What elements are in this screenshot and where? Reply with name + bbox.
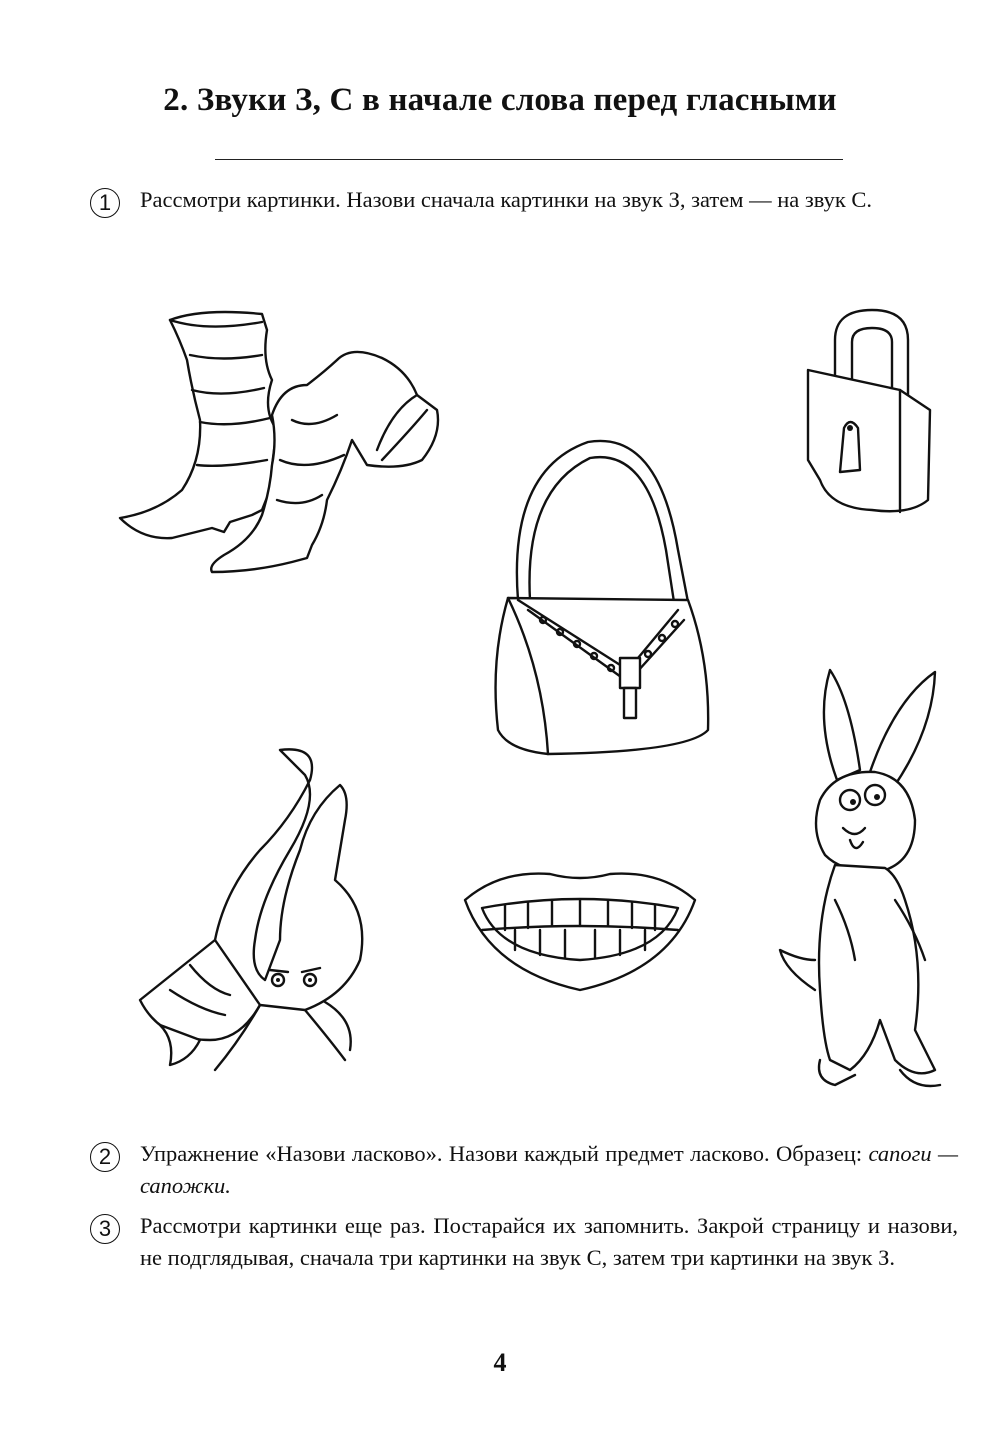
catfish-icon (130, 740, 400, 1080)
page-title: 2. Звуки З, С в начале слова перед гласными (163, 82, 837, 118)
task-3-text: Рассмотри картинки еще раз. Постарайся их запомнить. Закрой страницу и назови, не подглядывая, сначала три картинки на звук С, затем три картинки на звук З. (140, 1213, 958, 1270)
handbag-icon (488, 430, 718, 770)
task-2 (90, 1138, 958, 1202)
padlock-icon (800, 300, 940, 520)
task-3 (90, 1210, 958, 1274)
task-2-example: сапоги — сапожки. (140, 1141, 958, 1198)
teeth-icon (460, 860, 700, 1010)
task-number-badge: 3 (90, 1214, 120, 1244)
task-1 (90, 184, 958, 216)
task-2-instruction: Упражнение «Назови ласково». Назови каждый предмет ласково. Образец: (140, 1141, 869, 1166)
task-number-badge: 2 (90, 1142, 120, 1172)
page-number: 4 (493, 1348, 507, 1377)
boots-icon (112, 300, 452, 600)
hare-icon (775, 660, 950, 1100)
task-number-badge: 1 (90, 188, 120, 218)
task-2-text (140, 1138, 958, 1202)
task-1-text: Рассмотри картинки. Назови сначала картинки на звук З, затем — на звук С. (140, 187, 873, 212)
title-divider (215, 159, 843, 160)
